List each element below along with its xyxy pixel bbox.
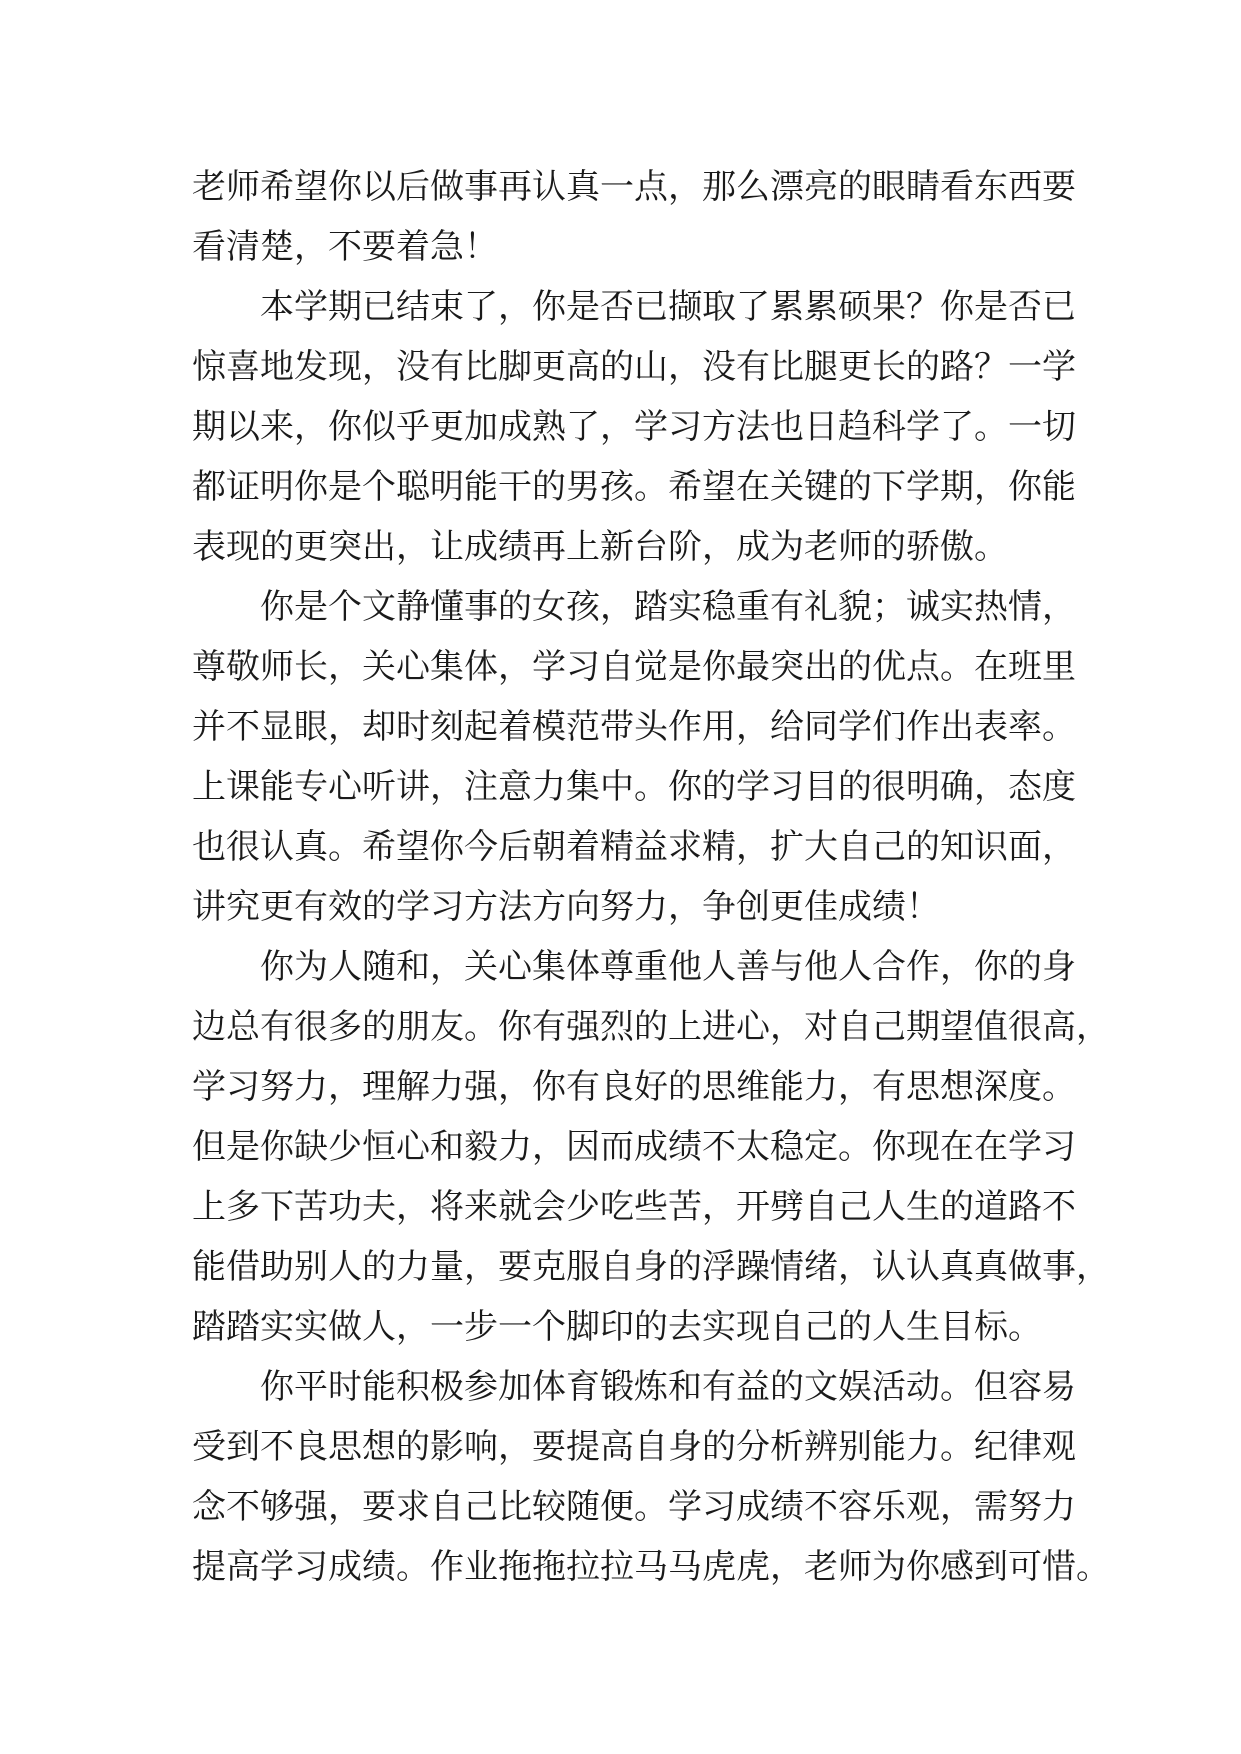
text-line: 本学期已结束了，你是否已撷取了累累硕果？你是否已 <box>260 287 1076 327</box>
text-line: 老师希望你以后做事再认真一点，那么漂亮的眼睛看东西要 <box>192 167 1076 207</box>
text-line: 提高学习成绩。作业拖拖拉拉马马虎虎，老师为你感到可惜。 <box>192 1547 1110 1587</box>
text-line: 能借助别人的力量，要克服自身的浮躁情绪，认认真真做事， <box>192 1247 1110 1287</box>
text-line: 并不显眼，却时刻起着模范带头作用，给同学们作出表率。 <box>192 707 1076 747</box>
text-line: 看清楚，不要着急！ <box>192 227 498 267</box>
text-line: 踏踏实实做人，一步一个脚印的去实现自己的人生目标。 <box>192 1307 1042 1347</box>
text-line: 你平时能积极参加体育锻炼和有益的文娱活动。但容易 <box>260 1367 1076 1407</box>
text-line: 讲究更有效的学习方法方向努力，争创更佳成绩！ <box>192 887 940 927</box>
text-line: 期以来，你似乎更加成熟了，学习方法也日趋科学了。一切 <box>192 407 1076 447</box>
text-line: 但是你缺少恒心和毅力，因而成绩不太稳定。你现在在学习 <box>192 1127 1076 1167</box>
text-line: 表现的更突出，让成绩再上新台阶，成为老师的骄傲。 <box>192 527 1008 567</box>
text-line: 你是个文静懂事的女孩，踏实稳重有礼貌；诚实热情， <box>260 587 1076 627</box>
text-line: 边总有很多的朋友。你有强烈的上进心，对自己期望值很高， <box>192 1007 1110 1047</box>
text-line: 都证明你是个聪明能干的男孩。希望在关键的下学期，你能 <box>192 467 1076 507</box>
text-line: 你为人随和，关心集体尊重他人善与他人合作，你的身 <box>260 947 1076 987</box>
text-line: 念不够强，要求自己比较随便。学习成绩不容乐观，需努力 <box>192 1487 1076 1527</box>
text-line: 受到不良思想的影响，要提高自身的分析辨别能力。纪律观 <box>192 1427 1076 1467</box>
text-line: 上多下苦功夫，将来就会少吃些苦，开劈自己人生的道路不 <box>192 1187 1076 1227</box>
text-line: 上课能专心听讲，注意力集中。你的学习目的很明确，态度 <box>192 767 1076 807</box>
document-body <box>192 157 1110 1597</box>
text-line: 惊喜地发现，没有比脚更高的山，没有比腿更长的路？一学 <box>192 347 1076 387</box>
text-line: 尊敬师长，关心集体，学习自觉是你最突出的优点。在班里 <box>192 647 1076 687</box>
text-line: 学习努力，理解力强，你有良好的思维能力，有思想深度。 <box>192 1067 1076 1107</box>
text-line: 也很认真。希望你今后朝着精益求精，扩大自己的知识面， <box>192 827 1076 867</box>
